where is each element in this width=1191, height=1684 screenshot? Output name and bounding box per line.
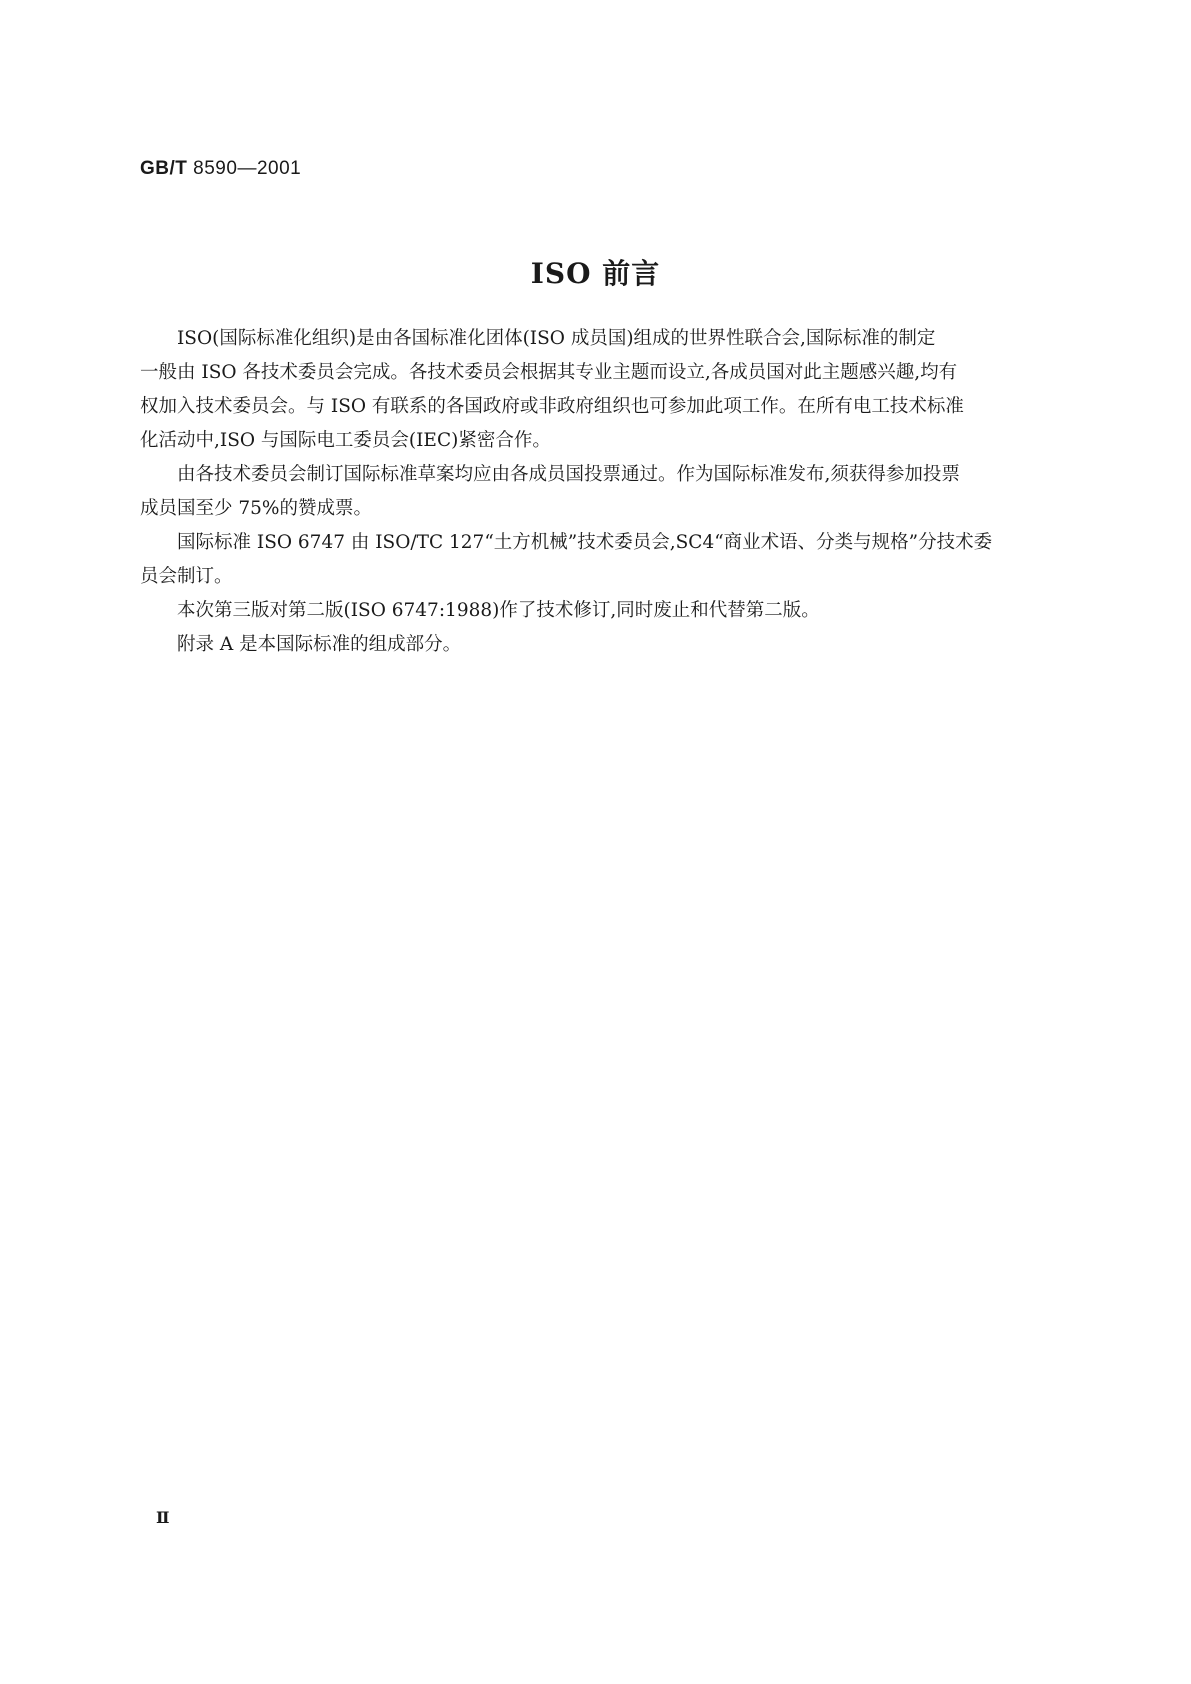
paragraph-edition (140, 594, 1065, 628)
paragraph-voting (140, 458, 1065, 526)
page-title: ISO 前言 (530, 257, 661, 290)
text-line: 一般由 ISO 各技术委员会完成。各技术委员会根据其专业主题而设立,各成员国对此主题感兴趣,均有 (140, 362, 958, 383)
paragraph-annex (140, 628, 1065, 662)
paragraph-iso-organization (140, 322, 1065, 458)
standard-prefix: GB/T (140, 158, 188, 179)
paragraph-iso-6747 (140, 526, 1065, 594)
text-line: 化活动中,ISO 与国际电工委员会(IEC)紧密合作。 (140, 430, 551, 451)
text-line: 成员国至少 75%的赞成票。 (140, 498, 373, 519)
text-line: ISO(国际标准化组织)是由各国标准化团体(ISO 成员国)组成的世界性联合会,国际标准的制定 (177, 328, 936, 349)
body-text (140, 322, 1065, 662)
text-line: 本次第三版对第二版(ISO 6747:1988)作了技术修订,同时废止和代替第二版。 (177, 600, 820, 621)
text-line: 国际标准 ISO 6747 由 ISO/TC 127“土方机械”技术委员会,SC4“商业术语、分类与规格”分技术委 (177, 532, 993, 553)
text-line: 员会制订。 (140, 566, 233, 587)
standard-number: 8590—2001 (193, 158, 302, 179)
text-line: 附录 A 是本国际标准的组成部分。 (177, 634, 462, 655)
page-number: Ⅱ (156, 1508, 170, 1527)
text-line: 权加入技术委员会。与 ISO 有联系的各国政府或非政府组织也可参加此项工作。在所有电工技术标准 (140, 396, 964, 417)
text-line: 由各技术委员会制订国际标准草案均应由各成员国投票通过。作为国际标准发布,须获得参加投票 (177, 464, 960, 485)
document-code (140, 158, 301, 180)
